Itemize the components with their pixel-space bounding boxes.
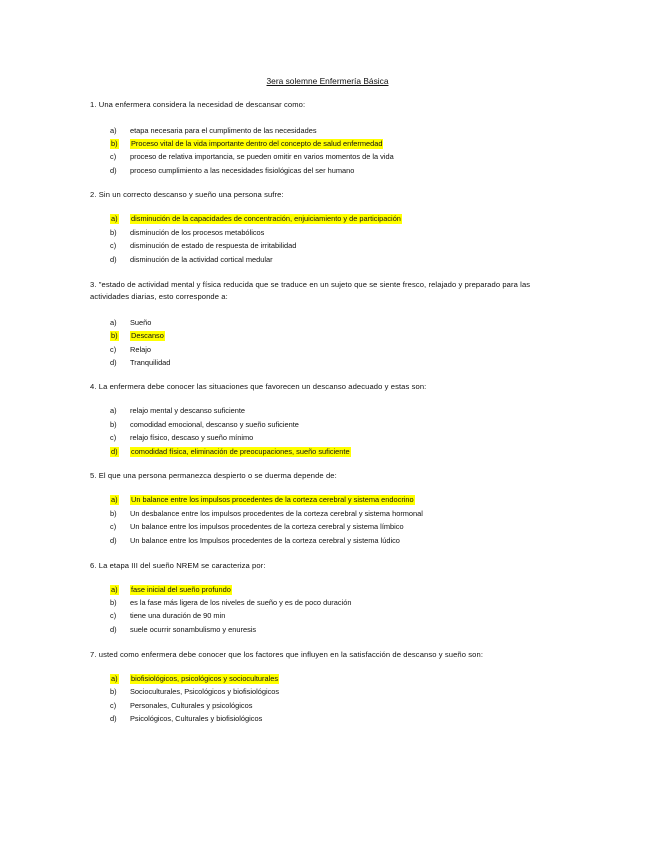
question-6-text: 6. La etapa III del sueño NREM se caracteriza por: bbox=[90, 561, 266, 570]
question-7-text: 7. usted como enfermera debe conocer que los factores que influyen en la satisfacción de descanso y sueño son: bbox=[90, 650, 484, 659]
option-letter: d) bbox=[110, 536, 117, 545]
option-letter: d) bbox=[110, 714, 117, 723]
option-text: comodidad física, eliminación de preocupaciones, sueño suficiente bbox=[131, 447, 350, 456]
option-letter: b) bbox=[110, 509, 117, 518]
option-text: Sueño bbox=[130, 318, 152, 327]
option-letter: c) bbox=[110, 433, 117, 442]
option-letter: d) bbox=[110, 255, 117, 264]
option-text: proceso cumplimiento a las necesidades fisiológicas del ser humano bbox=[130, 166, 355, 175]
option-text: Socioculturales, Psicológicos y biofisiológicos bbox=[130, 687, 280, 696]
option-letter: b) bbox=[111, 331, 118, 340]
option-letter: c) bbox=[110, 522, 117, 531]
option-letter: b) bbox=[110, 687, 117, 696]
option-letter: b) bbox=[110, 598, 117, 607]
option-text: Psicológicos, Culturales y biofisiológicos bbox=[130, 714, 263, 723]
option-text: Tranquilidad bbox=[130, 358, 171, 367]
option-letter: d) bbox=[110, 166, 117, 175]
option-text: tiene una duración de 90 min bbox=[130, 611, 226, 620]
option-letter: a) bbox=[111, 585, 118, 594]
option-text: Un balance entre los impulsos procedentes de la corteza cerebral y sistema límbico bbox=[130, 522, 404, 531]
question-1-text: 1. Una enfermera considera la necesidad de descansar como: bbox=[90, 100, 306, 109]
option-text: relajo mental y descanso suficiente bbox=[130, 406, 246, 415]
exam-title: 3era solemne Enfermería Básica bbox=[266, 76, 389, 86]
option-letter: b) bbox=[110, 228, 117, 237]
option-letter: c) bbox=[110, 611, 117, 620]
option-text: Un balance entre los Impulsos procedentes de la corteza cerebral y sistema lúdico bbox=[130, 536, 400, 545]
option-text: disminución de los procesos metabólicos bbox=[130, 228, 265, 237]
option-text: relajo físico, descaso y sueño mínimo bbox=[130, 433, 254, 442]
option-text: comodidad emocional, descanso y sueño suficiente bbox=[130, 420, 299, 429]
option-text: biofisiológicos, psicológicos y socioculturales bbox=[131, 674, 279, 683]
option-letter: d) bbox=[110, 358, 117, 367]
option-text: disminución de la capacidades de concentración, enjuiciamiento y de participación bbox=[131, 214, 401, 223]
option-text: Personales, Culturales y psicológicos bbox=[130, 701, 253, 710]
option-text: suele ocurrir sonambulismo y enuresis bbox=[130, 625, 257, 634]
option-text: proceso de relativa importancia, se pueden omitir en varios momentos de la vida bbox=[130, 152, 394, 161]
question-3-text: 3. "estado de actividad mental y física reducida que se traduce en un sujeto que se siente fresco, relajado y preparado para las actividades diarias, esto corresponde a: bbox=[90, 280, 531, 301]
option-letter: a) bbox=[111, 495, 118, 504]
option-letter: c) bbox=[110, 345, 117, 354]
option-letter: c) bbox=[110, 152, 117, 161]
option-letter: a) bbox=[111, 674, 118, 683]
option-text: Un desbalance entre los impulsos procedentes de la corteza cerebral y sistema hormonal bbox=[130, 509, 423, 518]
question-4-text: 4. La enfermera debe conocer las situaciones que favorecen un descanso adecuado y estas son: bbox=[90, 382, 427, 391]
option-text: Proceso vital de la vida importante dentro del concepto de salud enfermedad bbox=[131, 139, 383, 148]
question-2-text: 2. Sin un correcto descanso y sueño una persona sufre: bbox=[90, 190, 284, 199]
option-letter: d) bbox=[110, 625, 117, 634]
option-text: Relajo bbox=[130, 345, 151, 354]
option-letter: b) bbox=[110, 420, 117, 429]
option-text: Descanso bbox=[131, 331, 164, 340]
option-letter: c) bbox=[110, 241, 117, 250]
option-letter: a) bbox=[110, 406, 117, 415]
option-letter: d) bbox=[111, 447, 118, 456]
option-letter: b) bbox=[111, 139, 118, 148]
option-text: es la fase más ligera de los niveles de sueño y es de poco duración bbox=[130, 598, 352, 607]
option-text: etapa necesaria para el cumplimento de las necesidades bbox=[130, 126, 317, 135]
option-text: disminución de la actividad cortical medular bbox=[130, 255, 273, 264]
option-letter: a) bbox=[110, 126, 117, 135]
option-text: fase inicial del sueño profundo bbox=[131, 585, 231, 594]
option-letter: c) bbox=[110, 701, 117, 710]
question-5-text: 5. El que una persona permanezca despierto o se duerma depende de: bbox=[90, 471, 337, 480]
option-text: Un balance entre los impulsos procedentes de la corteza cerebral y sistema endocrino bbox=[131, 495, 414, 504]
option-letter: a) bbox=[111, 214, 118, 223]
option-text: disminución de estado de respuesta de irritabilidad bbox=[130, 241, 297, 250]
option-letter: a) bbox=[110, 318, 117, 327]
